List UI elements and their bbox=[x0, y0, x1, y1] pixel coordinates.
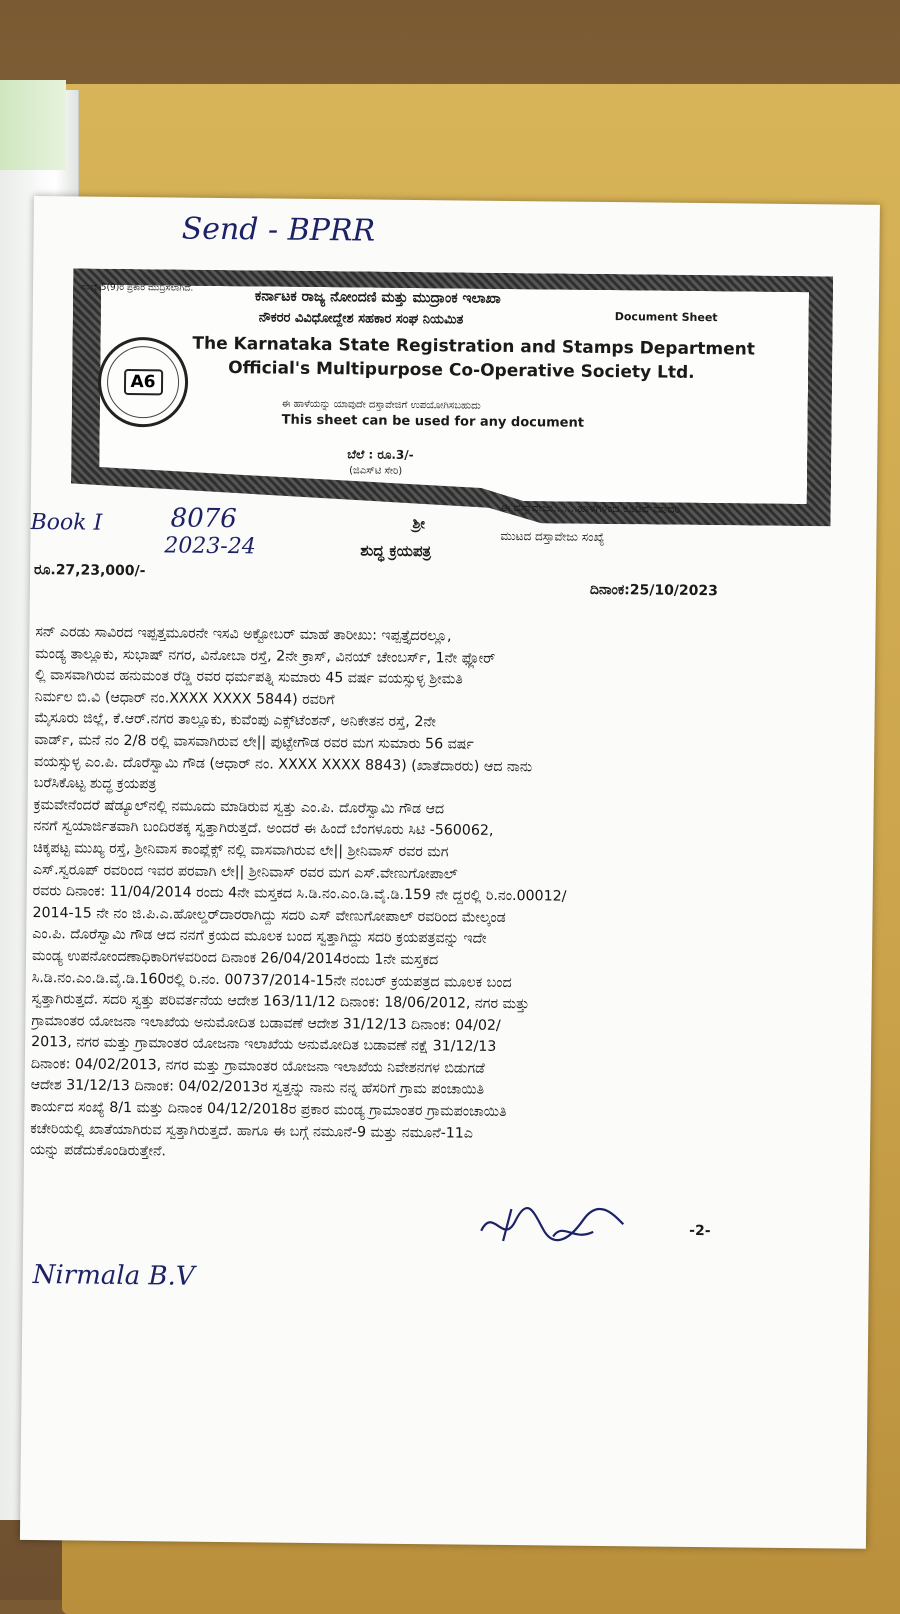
body-line: ಆದೇಶ 31/12/13 ದಿನಾಂಕ: 04/02/2013ರ ಸ್ವತ್ತನ್ನು ನಾನು ನನ್ನ ಹೆಸರಿಗೆ ಗ್ರಾಮ ಪಂಚಾಯಿತಿ bbox=[30, 1077, 485, 1099]
body-line: ವಯಸ್ಸುಳ್ಳ ಎಂ.ಪಿ. ದೊರೆಸ್ವಾಮಿ ಗೌಡ (ಆಧಾರ್ ನಂ. XXXX XXXX 8843) (ಖಾತೆದಾರರು) ಆದ ನಾನು bbox=[33, 753, 533, 775]
header-english-line2: Official's Multipurpose Co-Operative Society Ltd. bbox=[228, 358, 695, 383]
body-line: ರವರು ದಿನಾಂಕ: 11/04/2014 ರಂದು 4ನೇ ಮಸ್ತಕದ ಸಿ.ಡಿ.ನಂ.ಎಂ.ಡಿ.ವೈ.ಡಿ.159 ನೇ ದ್ದರಲ್ಲಿ ರಿ.ನಂ.00012/ bbox=[32, 883, 567, 905]
green-tab bbox=[0, 80, 66, 170]
body-line: ಸನ್ ಎರಡು ಸಾವಿರದ ಇಪ್ಪತ್ತಮೂರನೇ ಇಸವಿ ಅಕ್ಟೋಬರ್ ಮಾಹೆ ತಾರೀಖು: ಇಪ್ಪತ್ತೈದರಲ್ಲೂ, bbox=[35, 624, 452, 645]
body-line: ಎಸ್.ಸ್ವರೂಪ್ ರವರಿಂದ ಇವರ ಪರವಾಗಿ ಲೇ|| ಶ್ರೀನಿವಾಸ್ ರವರ ಮಗ ಎಸ್.ವೇಣುಗೋಪಾಲ್ bbox=[32, 861, 458, 883]
gst-note: (ಜಿಎಸ್‌ಟಿ ಸೇರಿ) bbox=[349, 465, 403, 477]
body-line: ದಿನಾಂಕ: 04/02/2013, ನಗರ ಮತ್ತು ಗ್ರಾಮಾಂತರ ಯೋಜನಾ ಇಲಾಖೆಯ ನಿವೇಶನಗಳ ಬಿಡುಗಡೆ bbox=[30, 1055, 485, 1077]
body-line: ನನಗೆ ಸ್ವಯಾರ್ಜಿತವಾಗಿ ಬಂದಿರತಕ್ಕ ಸ್ವತ್ತಾಗಿರುತ್ತದೆ. ಅಂದರೆ ಈ ಹಿಂದೆ ಬೆಂಗಳೂರು ಸಿಟಿ -560062, bbox=[33, 818, 494, 840]
body-line: ಮಂಡ್ಯ ತಾಲ್ಲೂಕು, ಸುಭಾಷ್ ನಗರ, ವಿನೋಬಾ ರಸ್ತೆ, 2ನೇ ಕ್ರಾಸ್, ವಿನಯ್ ಚೇಂಬರ್ಸ್, 1ನೇ ಫ್ಲೋರ್ bbox=[35, 645, 496, 667]
document-title: ಶುದ್ಧ ಕ್ರಯಪತ್ರ bbox=[360, 541, 432, 561]
usage-english: This sheet can be used for any document bbox=[281, 412, 585, 431]
deed-body bbox=[30, 622, 806, 1170]
document-number-label: ಮುಟದ ದಸ್ತಾವೇಜು ಸಂಖ್ಯೆ bbox=[500, 528, 605, 544]
body-line: ಮಂಡ್ಯ ಉಪನೋಂದಣಾಧಿಕಾರಿಗಳವರಿಂದ ದಿನಾಂಕ 26/04/2014ರಂದು 1ನೇ ಮಸ್ತಕದ bbox=[31, 947, 439, 969]
body-line: ಮೈಸೂರು ಜಿಲ್ಲೆ, ಕೆ.ಆರ್.ನಗರ ತಾಲ್ಲೂಕು, ಕುವೆಂಪು ಎಕ್ಸ್‌ಟೆಂಶನ್, ಅನಿಕೇತನ ರಸ್ತೆ, 2ನೇ bbox=[34, 710, 437, 731]
sheets-count-note: ಈ ದಸ್ತಾವೇಜು.......ಹಾಳೆಗಳಿಂದ ಕೂಡಿದೆ ಮಾದರಿ bbox=[500, 500, 681, 516]
body-line: ಸಿ.ಡಿ.ನಂ.ಎಂ.ಡಿ.ವೈ.ಡಿ.160ರಲ್ಲಿ ರಿ.ನಂ. 00737/2014-15ನೇ ನಂಬರ್ ಕ್ರಯಪತ್ರದ ಮೂಲಕ ಬಂದ bbox=[31, 969, 512, 991]
body-line: ಯನ್ನು ಪಡೆದುಕೊಂಡಿರುತ್ತೇನೆ. bbox=[29, 1142, 167, 1160]
handwritten-doc-number: 8076 bbox=[170, 503, 237, 535]
document-date: ದಿನಾಂಕ:25/10/2023 bbox=[589, 581, 719, 600]
body-line: ಚಿಕ್ಕಪಟ್ಟ ಮುಖ್ಯ ರಸ್ತೆ, ಶ್ರೀನಿವಾಸ ಕಾಂಪ್ಲೆಕ್ಸ್ ನಲ್ಲಿ ವಾಸವಾಗಿರುವ ಲೇ|| ಶ್ರೀನಿವಾಸ್ ರವರ ಮಗ bbox=[33, 839, 449, 861]
sale-amount: ರೂ.27,23,000/- bbox=[33, 562, 146, 580]
seal-code: A6 bbox=[123, 369, 162, 395]
document-sheet-label: Document Sheet bbox=[614, 310, 718, 325]
header-kannada-line2: ನೌಕರರ ವಿವಿಧೋದ್ದೇಶ ಸಹಕಾರ ಸಂಘ ನಿಯಮಿತ bbox=[258, 310, 464, 328]
body-line: ನಿರ್ಮಲ ಬಿ.ವಿ (ಆಧಾರ್ ನಂ.XXXX XXXX 5844) ರವರಿಗೆ bbox=[34, 688, 335, 708]
signature bbox=[473, 1201, 634, 1253]
rule-reference: ಸಂಖ್ಯೆ 5(9)ರ ಪ್ರಕಾರ ಮುದ್ರಿಸಲಾಗಿದೆ. bbox=[80, 282, 194, 294]
usage-kannada: ಈ ಹಾಳೆಯನ್ನು ಯಾವುದೇ ದಸ್ತಾವೇಜಿಗೆ ಉಪಯೋಗಿಸಬಹುದು bbox=[281, 398, 481, 412]
body-line: ಕಾರ್ಯದ ಸಂಖ್ಯೆ 8/1 ಮತ್ತು ದಿನಾಂಕ 04/12/2018ರ ಪ್ರಕಾರ ಮಂಡ್ಯ ಗ್ರಾಮಾಂತರ ಗ್ರಾಮಪಂಚಾಯಿತಿ bbox=[30, 1099, 507, 1121]
body-line: ಗ್ರಾಮಾಂತರ ಯೋಜನಾ ಇಲಾಖೆಯ ಅನುಮೋದಿತ ಬಡಾವಣೆ ಆದೇಶ 31/12/13 ದಿನಾಂಕ: 04/02/ bbox=[31, 1012, 501, 1034]
body-line: ಎಂ.ಪಿ. ದೊರೆಸ್ವಾಮಿ ಗೌಡ ಆದ ನನಗೆ ಕ್ರಯದ ಮೂಲಕ ಬಂದ ಸ್ವತ್ತಾಗಿದ್ದು ಸದರಿ ಕ್ರಯಪತ್ರವನ್ನು ಇದೇ bbox=[32, 926, 487, 948]
body-line: ಸ್ವತ್ತಾಗಿರುತ್ತದೆ. ಸದರಿ ಸ್ವತ್ತು ಪರಿವರ್ತನೆಯ ಆದೇಶ 163/11/12 ದಿನಾಂಕ: 18/06/2012, ನಗರ ಮತ್ತು bbox=[31, 991, 530, 1013]
document-sheet bbox=[20, 196, 880, 1549]
society-seal bbox=[98, 337, 189, 428]
handwritten-year: 2023-24 bbox=[164, 533, 256, 560]
sheet-price: ಬೆಲೆ : ರೂ.3/- bbox=[347, 447, 414, 462]
header-english-line1: The Karnataka State Registration and Stamps Department bbox=[192, 333, 756, 360]
body-line: ಲ್ಲಿ ವಾಸವಾಗಿರುವ ಹನುಮಂತ ರೆಡ್ಡಿ ರವರ ಧರ್ಮಪತ್ನಿ ಸುಮಾರು 45 ವರ್ಷ ವಯಸ್ಸುಳ್ಳ ಶ್ರೀಮತಿ bbox=[34, 667, 463, 688]
handwritten-name: Nirmala B.V bbox=[32, 1260, 195, 1292]
body-line: 2013, ನಗರ ಮತ್ತು ಗ್ರಾಮಾಂತರ ಯೋಜನಾ ಇಲಾಖೆಯ ಅನುಮೋದಿತ ಬಡಾವಣೆ ನಕ್ಷೆ 31/12/13 bbox=[31, 1034, 497, 1056]
sri-heading: ಶ್ರೀ bbox=[412, 515, 425, 533]
header-kannada-line1: ಕರ್ನಾಟಕ ರಾಜ್ಯ ನೋಂದಣಿ ಮತ್ತು ಮುದ್ರಾಂಕ ಇಲಾಖಾ bbox=[254, 288, 501, 307]
body-line: ವಾರ್ಡ್, ಮನೆ ನಂ 2/8 ರಲ್ಲಿ ವಾಸವಾಗಿರುವ ಲೇ|| ಪುಟ್ಟೇಗೌಡ ರವರ ಮಗ ಸುಮಾರು 56 ವರ್ಷ bbox=[34, 732, 474, 753]
body-line: ಕ್ರಮವೇನೆಂದರೆ ಷೆಡ್ಯೂಲ್‌ನಲ್ಲಿ ನಮೂದು ಮಾಡಿರುವ ಸ್ವತ್ತು ಎಂ.ಪಿ. ದೊರೆಸ್ವಾಮಿ ಗೌಡ ಆದ bbox=[33, 796, 445, 818]
body-line: 2014-15 ನೇ ನಂ ಜಿ.ಪಿ.ಎ.ಹೋಲ್ಡರ್‌ದಾರರಾಗಿದ್ದು ಸದರಿ ಎಸ್ ವೇಣುಗೋಪಾಲ್ ರವರಿಂದ ಮೇಲ್ಕಂಡ bbox=[32, 904, 506, 926]
body-line: ಕಚೇರಿಯಲ್ಲಿ ಖಾತೆಯಾಗಿರುವ ಸ್ವತ್ತಾಗಿರುತ್ತದೆ. ಹಾಗೂ ಈ ಬಗ್ಗೆ ನಮೂನೆ-9 ಮತ್ತು ನಮೂನೆ-11ಎ bbox=[30, 1120, 474, 1142]
handwritten-book-ref: Book I bbox=[30, 509, 103, 536]
body-line: ಬರೆಸಿಕೊಟ್ಟ ಶುದ್ಧ ಕ್ರಯಪತ್ರ bbox=[33, 775, 157, 793]
handwritten-top-note: Send - BPRR bbox=[181, 211, 376, 249]
page-number: -2- bbox=[689, 1222, 711, 1240]
